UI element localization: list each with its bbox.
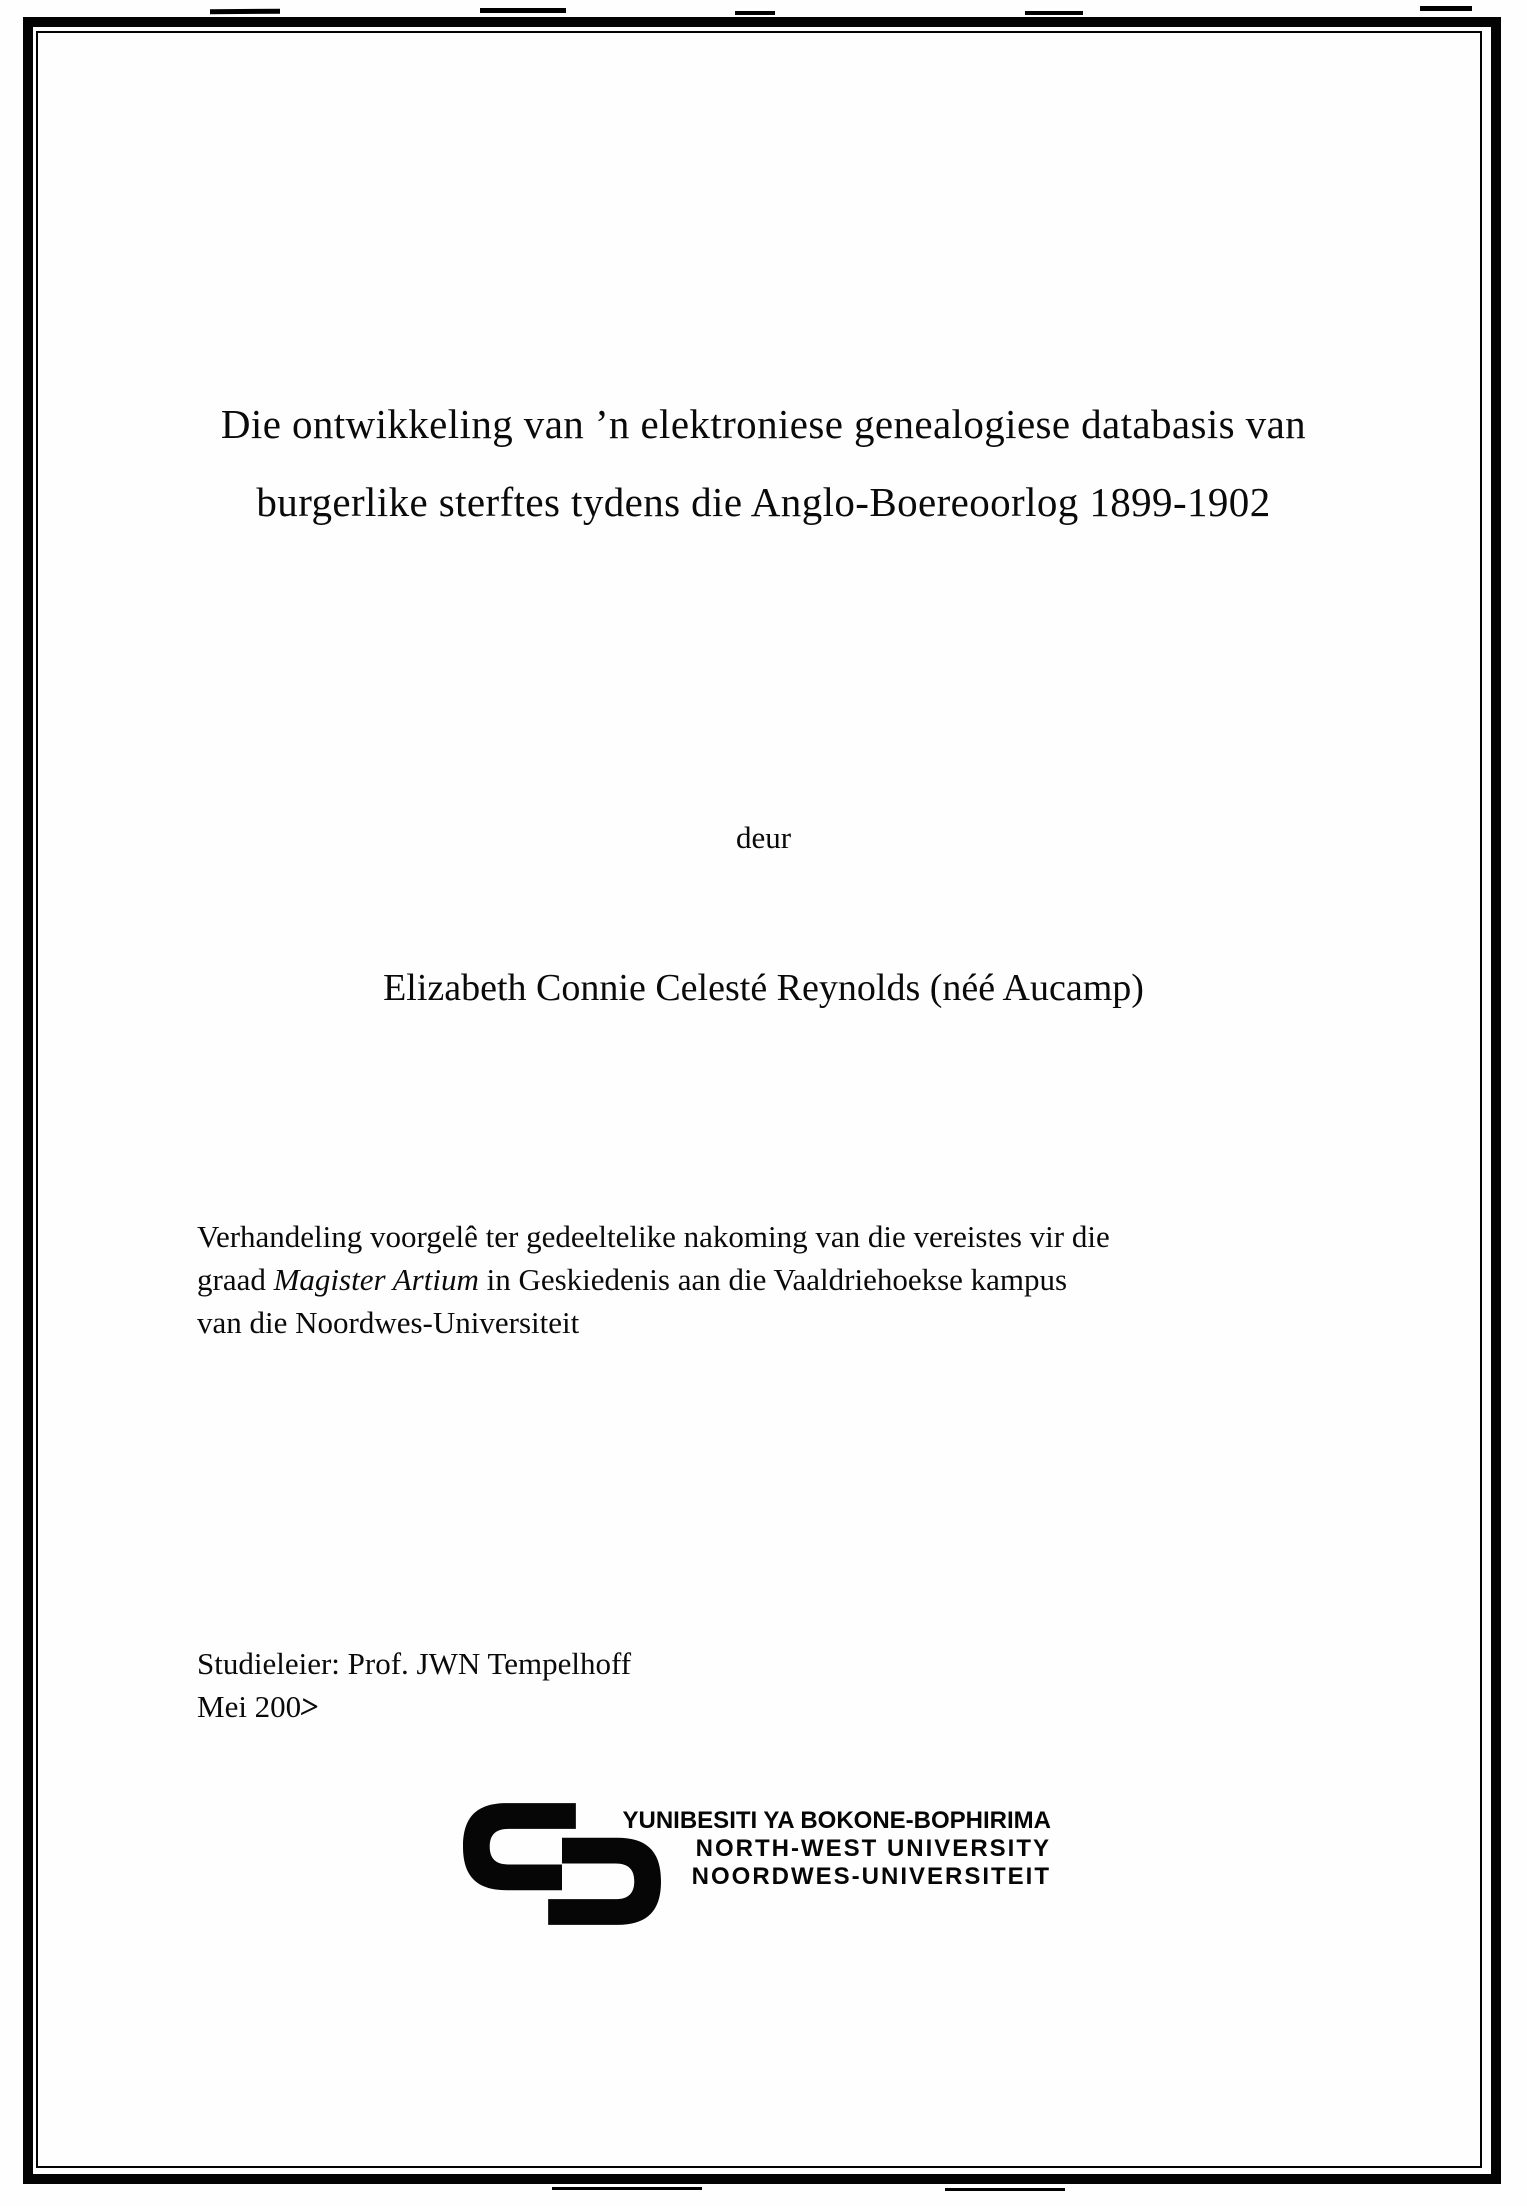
degree-statement (197, 1215, 1333, 1344)
thesis-title (0, 385, 1527, 541)
date-text: Mei 200 (197, 1689, 302, 1724)
scan-artifact (945, 2188, 1065, 2191)
logo-line-english: NORTH-WEST UNIVERSITY (695, 1835, 1051, 1862)
date-line (197, 1685, 631, 1728)
scan-artifact (1420, 6, 1472, 11)
degree-statement-line1: Verhandeling voorgelê ter gedeeltelike nakoming van die vereistes vir die (197, 1219, 1110, 1254)
degree-statement-line3: van die Noordwes-Universiteit (197, 1305, 580, 1340)
distorted-seven-glyph: > (298, 1687, 323, 1726)
author-name: Elizabeth Connie Celesté Reynolds (néé Aucamp) (383, 967, 1144, 1009)
degree-statement-line2 (197, 1258, 1333, 1301)
degree-statement-line2-prefix: graad (197, 1262, 274, 1297)
degree-name-italic: Magister Artium (273, 1262, 479, 1297)
logo-line-afrikaans: NOORDWES-UNIVERSITEIT (691, 1863, 1051, 1890)
scan-artifact (1025, 11, 1083, 15)
supervisor-line: Studieleier: Prof. JWN Tempelhoff (197, 1646, 632, 1681)
scan-artifact (552, 2187, 702, 2190)
logo-line-setswana: YUNIBESITI YA BOKONE-BOPHIRIMA (622, 1807, 1051, 1834)
thesis-title-line2: burgerlike sterftes tydens die Anglo-Boereoorlog 1899-1902 (256, 479, 1271, 525)
university-logo (463, 1803, 1083, 1933)
thesis-title-line1: Die ontwikkeling van ’n elektroniese genealogiese databasis van (220, 401, 1307, 447)
scan-artifact (480, 8, 566, 13)
university-logo-text (592, 1807, 1051, 1891)
degree-statement-line2-suffix: in Geskiedenis aan die Vaaldriehoekse kampus (478, 1262, 1068, 1297)
supervisor-block (197, 1642, 631, 1728)
scan-artifact (210, 9, 280, 14)
byline-deur: deur (735, 820, 792, 855)
scan-artifact (735, 11, 775, 15)
